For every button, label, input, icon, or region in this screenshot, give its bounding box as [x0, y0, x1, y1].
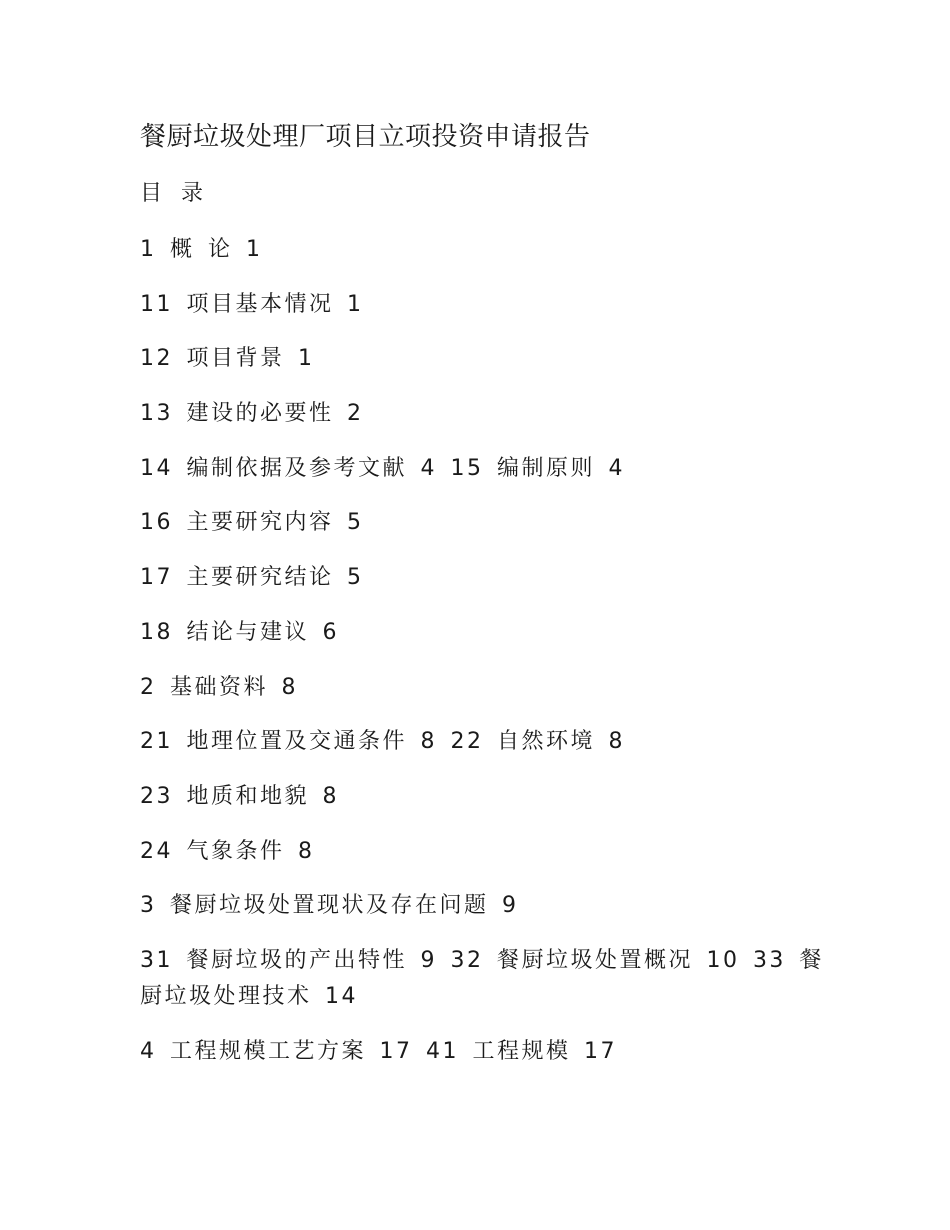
table-of-contents [140, 232, 830, 1088]
toc-entry: 21 地理位置及交通条件 8 22 自然环境 8 [140, 729, 625, 755]
toc-entry: 31 餐厨垃圾的产出特性 9 32 餐厨垃圾处置概况 10 33 餐厨垃圾处理技术 14 [140, 947, 824, 1009]
toc-entry: 12 项目背景 1 [140, 346, 315, 372]
toc-entry: 16 主要研究内容 5 [140, 510, 364, 536]
toc-entry: 14 编制依据及参考文献 4 15 编制原则 4 [140, 455, 625, 481]
document-title: 餐厨垃圾处理厂项目立项投资申请报告 [140, 122, 591, 152]
toc-entry: 11 项目基本情况 1 [140, 291, 364, 317]
toc-entry: 3 餐厨垃圾处置现状及存在问题 9 [140, 893, 519, 919]
toc-entry: 1 概 论 1 [140, 237, 263, 262]
toc-entry: 17 主要研究结论 5 [140, 565, 364, 591]
toc-entry: 4 工程规模工艺方案 17 41 工程规模 17 [140, 1038, 617, 1064]
toc-heading: 目 录 [140, 181, 209, 206]
toc-entry: 2 基础资料 8 [140, 674, 298, 700]
toc-entry: 24 气象条件 8 [140, 838, 315, 864]
toc-entry: 13 建设的必要性 2 [140, 401, 364, 427]
toc-entry: 23 地质和地貌 8 [140, 783, 339, 809]
toc-entry: 18 结论与建议 6 [140, 619, 339, 645]
